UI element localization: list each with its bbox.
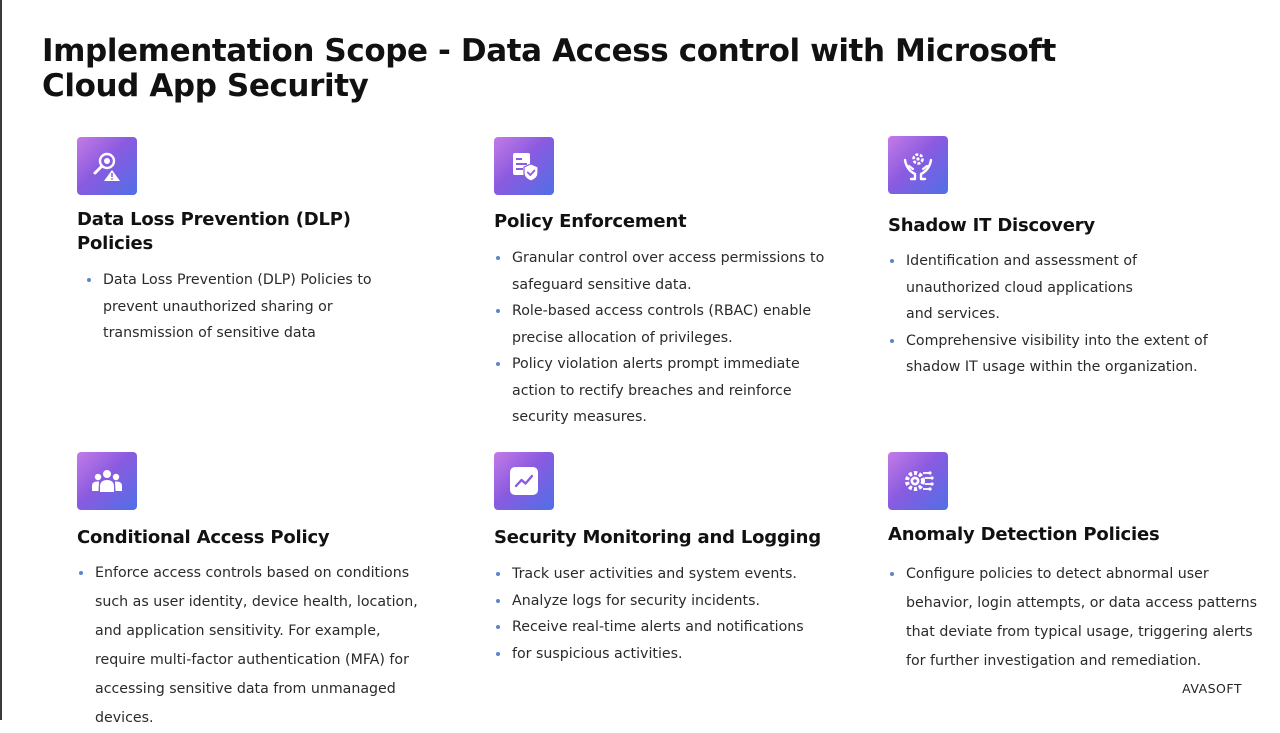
list-item: Receive real-time alerts and notifications (494, 614, 834, 641)
list-item: Enforce access controls based on conditions such as user identity, device health, location, and application sensitivity. For example, require multi-factor authentication (MFA) for accessing sensitive data from unmanaged devices. (77, 559, 432, 733)
list-item: Policy violation alerts prompt immediate action to rectify breaches and reinforce security measures. (494, 351, 829, 431)
security-search-icon (77, 137, 137, 195)
bullet-list (494, 245, 829, 431)
card-title: Security Monitoring and Logging (494, 527, 821, 548)
page-title: Implementation Scope - Data Access control with Microsoft Cloud App Security (42, 33, 1056, 104)
list-item: for suspicious activities. (494, 641, 834, 668)
bullet-list (888, 248, 1233, 381)
ai-brain-gear-icon (888, 452, 948, 510)
bullet-list (494, 561, 834, 667)
hands-gear-icon (888, 136, 948, 194)
left-edge-rule (0, 0, 2, 720)
bullet-list (888, 560, 1258, 676)
list-item: Identification and assessment of unauthorized cloud applications and services. (888, 248, 1233, 328)
policy-document-shield-icon (494, 137, 554, 195)
card-title: Anomaly Detection Policies (888, 524, 1160, 545)
bullet-list (77, 559, 432, 733)
users-group-icon (77, 452, 137, 510)
card-title: Data Loss Prevention (DLP) Policies (77, 209, 351, 254)
list-item: Configure policies to detect abnormal user behavior, login attempts, or data access patterns that deviate from typical usage, triggering alerts for further investigation and remediation. (888, 560, 1258, 676)
list-item: Comprehensive visibility into the extent of shadow IT usage within the organization. (888, 328, 1233, 381)
list-item: Analyze logs for security incidents. (494, 588, 834, 615)
list-item: Data Loss Prevention (DLP) Policies to prevent unauthorized sharing or transmission of sensitive data (85, 267, 385, 347)
bullet-list (85, 267, 385, 347)
list-item: Track user activities and system events. (494, 561, 834, 588)
brand-footer: AVASOFT (1182, 681, 1242, 696)
card-title: Policy Enforcement (494, 211, 687, 232)
card-title: Conditional Access Policy (77, 527, 330, 548)
trend-chart-icon (494, 452, 554, 510)
list-item: Granular control over access permissions to safeguard sensitive data. (494, 245, 829, 298)
card-title: Shadow IT Discovery (888, 215, 1095, 236)
list-item: Role-based access controls (RBAC) enable precise allocation of privileges. (494, 298, 829, 351)
